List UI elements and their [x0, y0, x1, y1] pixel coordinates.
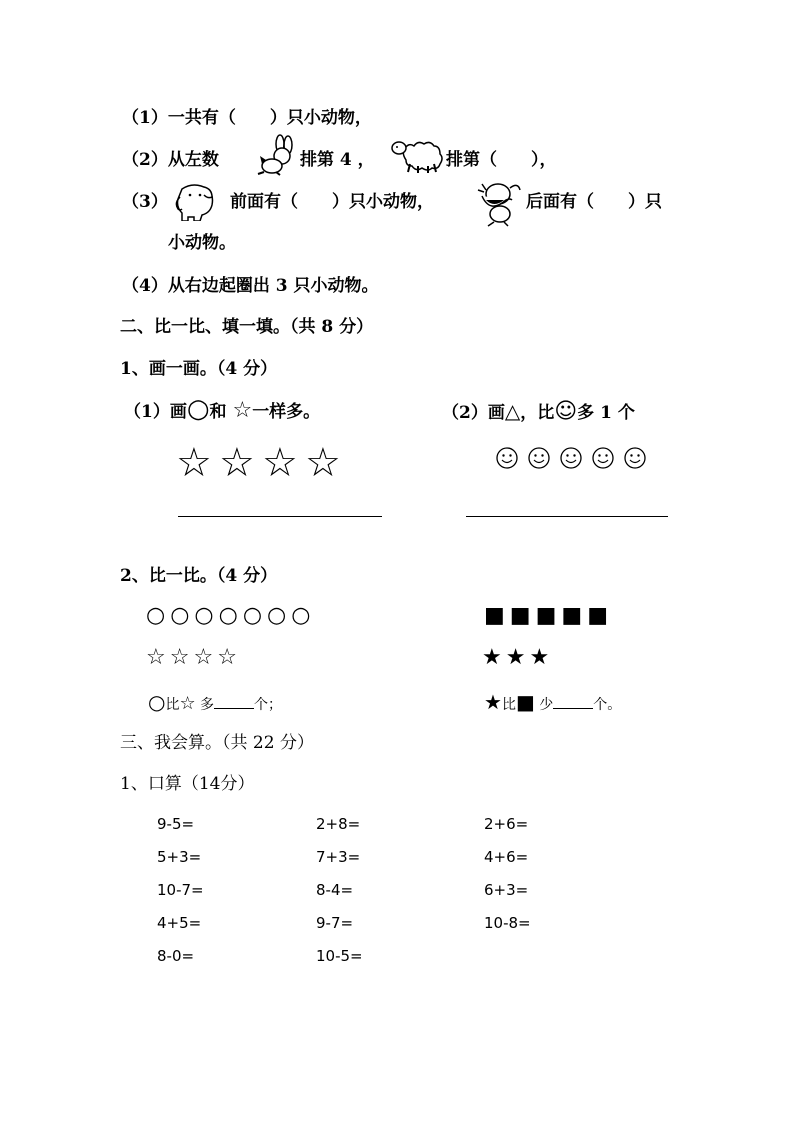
square-icon: ■ [509, 603, 536, 628]
white-star-icon: ☆ [193, 645, 218, 670]
compare1-line [148, 690, 282, 717]
circle-icon: ○ [242, 603, 268, 628]
compare1-suffix: 个； [254, 697, 283, 713]
rabbit-icon [252, 134, 298, 176]
calc-item: 7+3= [316, 848, 361, 866]
square-icon: ■ [535, 603, 562, 628]
triangle-icon: △ [504, 399, 521, 423]
smiley-icon [625, 448, 645, 468]
circle-icon: ○ [218, 603, 243, 628]
compare1-more: 多 [200, 697, 215, 713]
white-stars-row [146, 646, 241, 670]
draw1-suffix: 一样多。 [252, 402, 321, 422]
sheep-icon [390, 136, 444, 174]
squares-row [484, 604, 613, 628]
q1-line3-suffix: 后面有（ ）只 [526, 192, 662, 212]
smileys-row [493, 444, 673, 478]
draw1-line [124, 394, 321, 424]
calc-item: 10-5= [316, 947, 363, 965]
square-icon: ■ [587, 603, 613, 628]
section2-sub1: 1、画一画。（4 分） [120, 359, 278, 379]
compare2-line [484, 690, 621, 717]
circle-icon: ○ [267, 603, 292, 628]
duck-icon [470, 178, 522, 228]
square-icon: ■ [515, 690, 535, 714]
draw1-and: 和 [209, 402, 227, 422]
draw2-than: ，比 [520, 403, 555, 423]
calc-item: 5+3= [157, 848, 202, 866]
white-star-icon: ☆ [169, 645, 194, 670]
circle-icon: ○ [194, 603, 219, 628]
calc-item: 10-7= [157, 881, 204, 899]
black-star-icon: ★ [529, 645, 554, 670]
calc-item: 2+6= [484, 815, 529, 833]
q1-line1: （1）一共有（ ）只小动物， [122, 108, 372, 128]
smiley-icon: ☺ [554, 399, 578, 424]
calc-item: 8-4= [316, 881, 354, 899]
q1-line3-mid: 前面有（ ）只小动物， [230, 192, 434, 212]
q1-line3-cont: 小动物。 [168, 233, 236, 253]
smiley-icon [529, 448, 549, 468]
q1-line2-prefix: （2）从左数 [122, 150, 219, 170]
section2-sub2: 2、比一比。（4 分） [120, 566, 278, 586]
compare2-suffix: 个。 [593, 697, 622, 713]
star-icon: ☆ [219, 440, 255, 486]
white-star-icon: ☆ [179, 693, 196, 714]
section3-sub1: 1、口算（14分） [120, 774, 255, 794]
smiley-icon [561, 448, 581, 468]
calc-item: 8-0= [157, 947, 195, 965]
square-icon: ■ [561, 603, 588, 628]
star-icon: ☆ [262, 440, 298, 486]
circle-icon: ○ [291, 603, 316, 628]
calc-item: 9-7= [316, 914, 354, 932]
elephant-icon [174, 181, 218, 221]
compare1-blank[interactable] [214, 694, 254, 709]
calc-item: 10-8= [484, 914, 531, 932]
circles-row [146, 604, 315, 628]
black-star-icon: ★ [484, 690, 502, 714]
q1-line2-mid: 排第 4 ， [300, 150, 375, 170]
draw1-prefix: （1）画 [124, 402, 187, 422]
star-icon: ☆ [176, 440, 212, 486]
q1-line2-suffix: 排第（ ）， [446, 150, 557, 170]
calc-item: 2+8= [316, 815, 361, 833]
compare1-than: 比 [165, 697, 180, 713]
circle-icon: ○ [170, 603, 195, 628]
compare2-blank[interactable] [553, 694, 593, 709]
black-star-icon: ★ [482, 645, 506, 670]
calc-item: 4+6= [484, 848, 529, 866]
circle-icon: ○ [186, 394, 210, 424]
compare2-than: 比 [501, 697, 516, 713]
answer-line-left[interactable] [178, 516, 382, 517]
circle-icon: ○ [146, 603, 171, 628]
smiley-icon [593, 448, 613, 468]
white-star-icon: ☆ [232, 398, 253, 423]
circle-icon: ○ [148, 690, 166, 714]
compare2-less: 少 [539, 697, 554, 713]
draw2-prefix: （2）画 [442, 403, 505, 423]
draw2-line [442, 399, 635, 425]
black-stars-row [482, 646, 553, 670]
section3-title: 三、我会算。（共 22 分） [120, 733, 314, 753]
smiley-icon [497, 448, 517, 468]
q1-line3-prefix: （3） [122, 192, 168, 212]
calc-item: 4+5= [157, 914, 202, 932]
draw2-suffix: 多 1 个 [577, 403, 635, 423]
calc-item: 6+3= [484, 881, 529, 899]
q1-line4: （4）从右边起圈出 3 只小动物。 [122, 276, 379, 296]
calc-item: 9-5= [157, 815, 195, 833]
answer-line-right[interactable] [466, 516, 668, 517]
star-icon: ☆ [305, 440, 341, 486]
white-star-icon: ☆ [217, 645, 241, 670]
white-star-icon: ☆ [146, 645, 170, 670]
section2-title: 二、比一比、填一填。（共 8 分） [120, 317, 374, 337]
black-star-icon: ★ [505, 645, 530, 670]
square-icon: ■ [484, 603, 510, 628]
